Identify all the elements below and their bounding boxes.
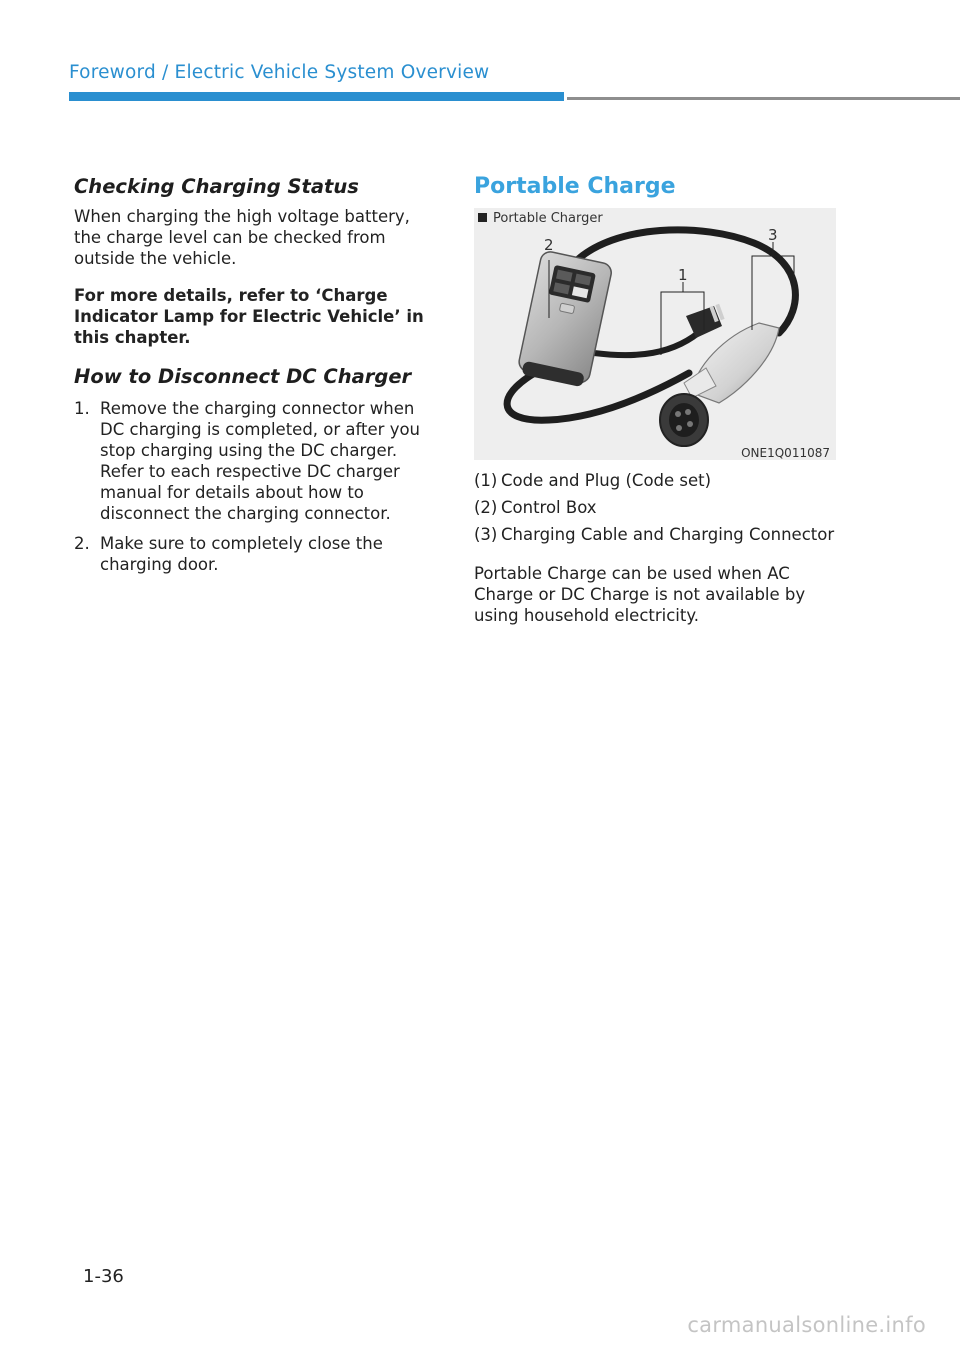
checking-status-heading: Checking Charging Status bbox=[74, 175, 359, 198]
watermark-text: carmanualsonline.info bbox=[687, 1313, 926, 1337]
header-rule-gray bbox=[567, 97, 960, 100]
legend-item bbox=[474, 497, 836, 518]
legend-text: Code and Plug (Code set) bbox=[501, 471, 712, 490]
right-column bbox=[474, 174, 836, 626]
step-number: 2. bbox=[74, 534, 90, 553]
step-text: Remove the charging connector when DC charging is completed, or after you stop charging using the DC charger. Refer to each respective DC charger manual for details about how to disconnect the charging connector. bbox=[100, 399, 421, 523]
step-text: Make sure to completely close the charging door. bbox=[100, 534, 383, 574]
step-number: 1. bbox=[74, 399, 90, 418]
legend-number: (1) bbox=[474, 471, 498, 490]
square-bullet-icon bbox=[478, 213, 487, 222]
callout-2: 2 bbox=[544, 236, 554, 254]
step-item bbox=[74, 533, 440, 575]
portable-charger-illustration bbox=[474, 208, 836, 460]
checking-status-body: When charging the high voltage battery, the charge level can be checked from outside the vehicle. bbox=[74, 207, 410, 268]
legend-item bbox=[474, 524, 836, 545]
header-rule-blue bbox=[69, 92, 564, 101]
portable-charge-heading: Portable Charge bbox=[474, 174, 676, 199]
legend-item bbox=[474, 470, 836, 491]
portable-charger-figure bbox=[474, 208, 836, 460]
figure-caption-text: Portable Charger bbox=[493, 211, 603, 226]
charging-connector bbox=[660, 323, 779, 446]
legend-text: Control Box bbox=[501, 498, 597, 517]
section-header-title: Foreword / Electric Vehicle System Overview bbox=[69, 62, 490, 83]
disconnect-dc-heading: How to Disconnect DC Charger bbox=[74, 365, 412, 388]
callout-1: 1 bbox=[678, 266, 688, 284]
portable-charge-body: Portable Charge can be used when AC Charge or DC Charge is not available by using household electricity. bbox=[474, 564, 806, 625]
legend-text: Charging Cable and Charging Connector bbox=[501, 525, 835, 544]
figure-legend bbox=[474, 470, 836, 545]
control-box bbox=[516, 250, 613, 388]
callout-3: 3 bbox=[768, 226, 778, 244]
details-note: For more details, refer to ‘Charge Indicator Lamp for Electric Vehicle’ in this chapter. bbox=[74, 286, 424, 347]
legend-number: (3) bbox=[474, 525, 498, 544]
figure-caption bbox=[478, 211, 603, 226]
left-column bbox=[74, 174, 440, 584]
household-plug bbox=[686, 304, 725, 338]
step-item bbox=[74, 398, 440, 524]
disconnect-steps-list bbox=[74, 398, 440, 575]
plug-cord bbox=[594, 328, 704, 355]
page-number: 1-36 bbox=[83, 1266, 124, 1287]
figure-code: ONE1Q011087 bbox=[741, 446, 830, 460]
legend-number: (2) bbox=[474, 498, 498, 517]
